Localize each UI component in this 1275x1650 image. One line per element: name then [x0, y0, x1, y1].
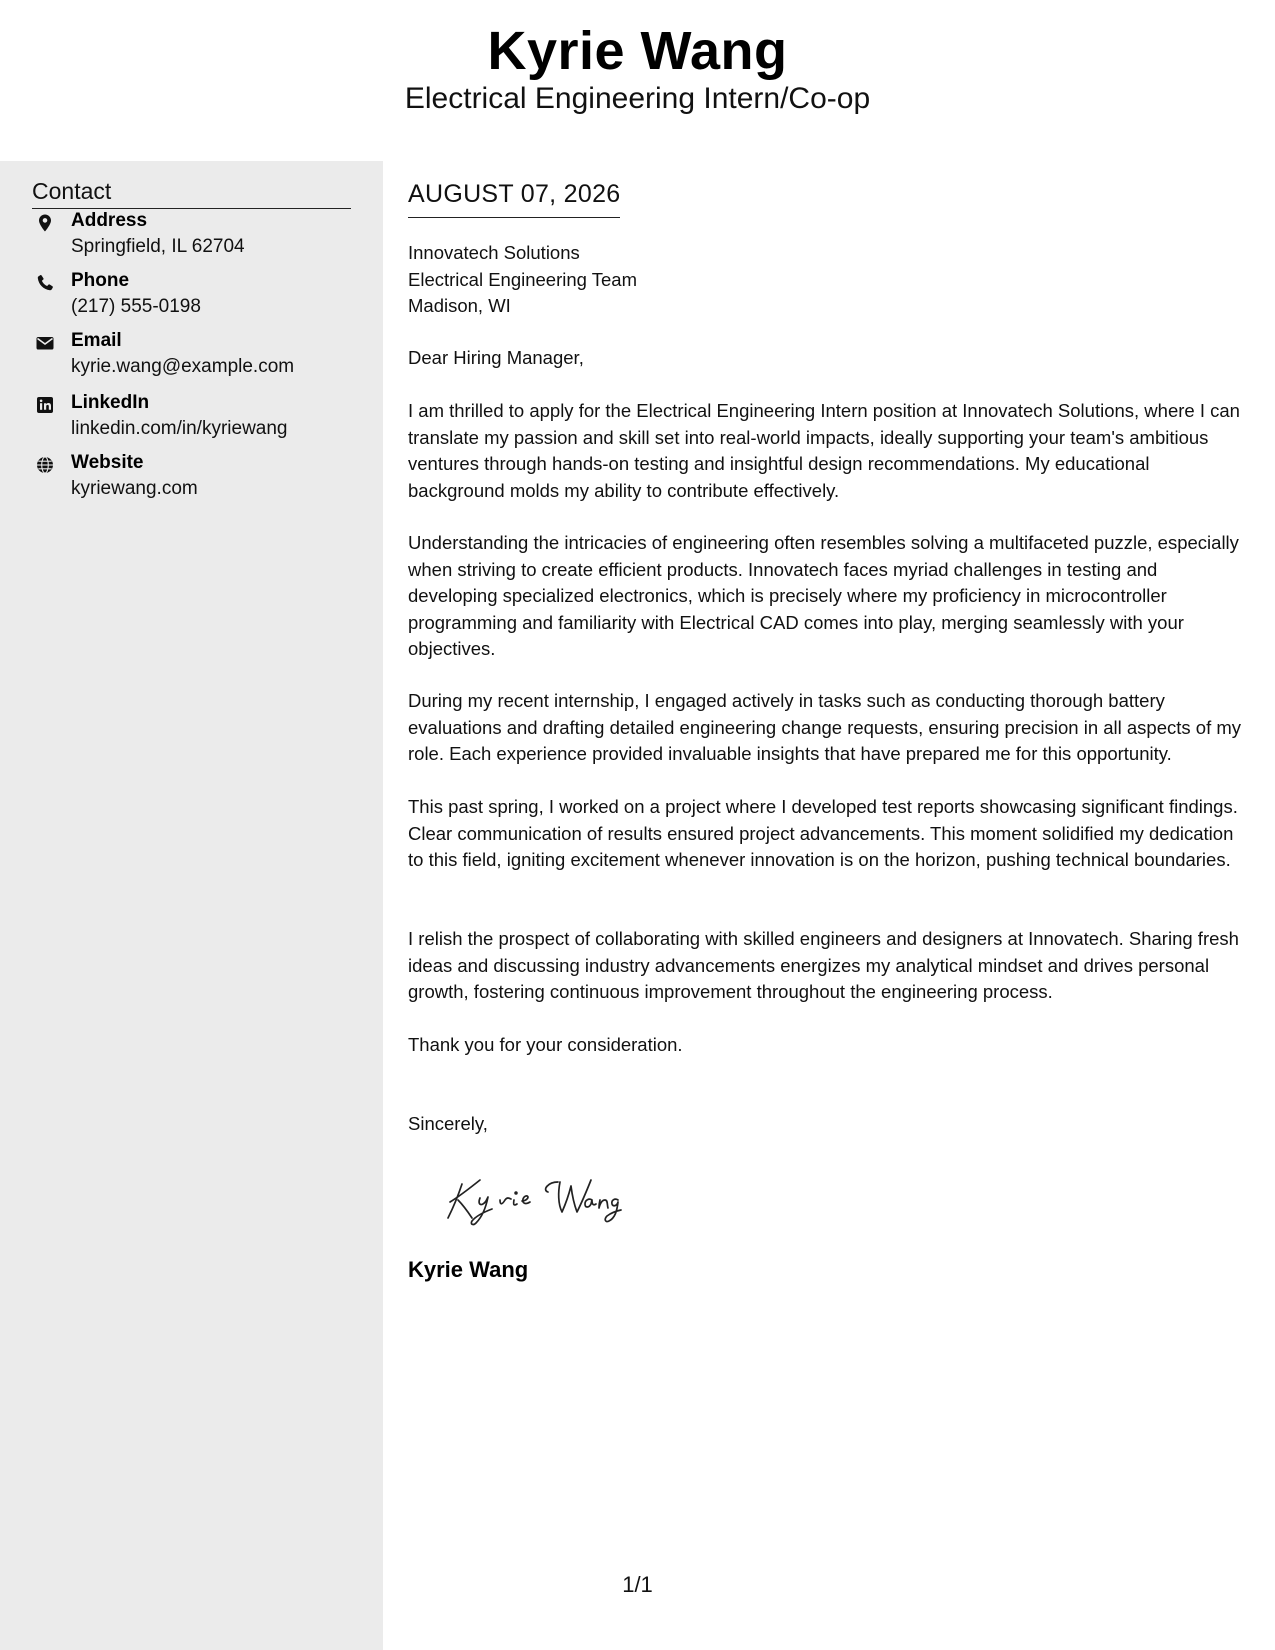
paragraph-3: During my recent internship, I engaged actively in tasks such as conducting thorough battery evaluations and drafting detailed engineering change requests, ensuring precision in all aspects of my role. Each experience provided invaluable insights that have prepared me for this opportunity. [408, 690, 1242, 764]
contact-phone [32, 270, 362, 326]
handwritten-signature [440, 1170, 670, 1226]
contact-linkedin [32, 392, 362, 448]
closing-line: Sincerely, [408, 1113, 488, 1134]
paragraph-5: I relish the prospect of collaborating with skilled engineers and designers at Innovatech. Sharing fresh ideas and discussing industry advancements energizes my analytical mindset and drives personal growth, fostering continuous improvement throughout the engineering process. [408, 928, 1239, 1002]
linkedin-icon [35, 395, 55, 415]
email-label: Email [71, 330, 122, 351]
address-label: Address [71, 210, 148, 231]
email-value: kyrie.wang@example.com [71, 356, 295, 377]
paragraph-4: This past spring, I worked on a project where I developed test reports showcasing significant findings. Clear communication of results ensured project advancements. This moment solidified my dedication to this field, igniting excitement whenever innovation is on the horizon, pushing technical boundaries. [408, 796, 1238, 870]
recipient-block [408, 240, 637, 320]
applicant-name: Kyrie Wang [487, 21, 788, 81]
resume-header [0, 0, 1275, 160]
page-number: 1/1 [622, 1572, 653, 1597]
linkedin-value: linkedin.com/in/kyriewang [71, 418, 288, 439]
contact-address [32, 210, 362, 266]
website-value: kyriewang.com [71, 478, 198, 499]
recipient-company: Innovatech Solutions [408, 242, 580, 263]
paragraph-1: I am thrilled to apply for the Electrical Engineering Intern position at Innovatech Solutions, where I can translate my passion and skill set into real-world impacts, ideally supporting your team's ambitious ventures through hands-on testing and insightful design recommendations. My educational background molds my ability to contribute effectively. [408, 400, 1240, 501]
address-value: Springfield, IL 62704 [71, 236, 245, 257]
letter-date: AUGUST 07, 2026 [408, 180, 620, 218]
map-pin-icon [35, 213, 55, 233]
website-label: Website [71, 452, 144, 473]
contact-title: Contact [32, 178, 351, 209]
salutation: Dear Hiring Manager, [408, 347, 584, 368]
paragraph-2: Understanding the intricacies of engineering often resembles solving a multifaceted puzzle, especially when striving to create efficient products. Innovatech faces myriad challenges in testing and developing specialized electronics, which is precisely where my proficiency in microcontroller programming and familiarity with Electrical CAD comes into play, merging seamlessly with your objectives. [408, 532, 1239, 659]
applicant-role: Electrical Engineering Intern/Co-op [404, 82, 871, 115]
phone-label: Phone [71, 270, 130, 291]
recipient-team: Electrical Engineering Team [408, 268, 637, 290]
contact-email [32, 330, 362, 386]
envelope-icon [35, 333, 55, 353]
linkedin-label: LinkedIn [71, 392, 150, 413]
recipient-location: Madison, WI [408, 295, 511, 316]
phone-icon [35, 273, 55, 293]
thanks-line: Thank you for your consideration. [408, 1034, 683, 1055]
globe-icon [35, 455, 55, 475]
signer-name: Kyrie Wang [408, 1257, 529, 1282]
phone-value: (217) 555-0198 [71, 296, 201, 317]
contact-website [32, 452, 362, 508]
